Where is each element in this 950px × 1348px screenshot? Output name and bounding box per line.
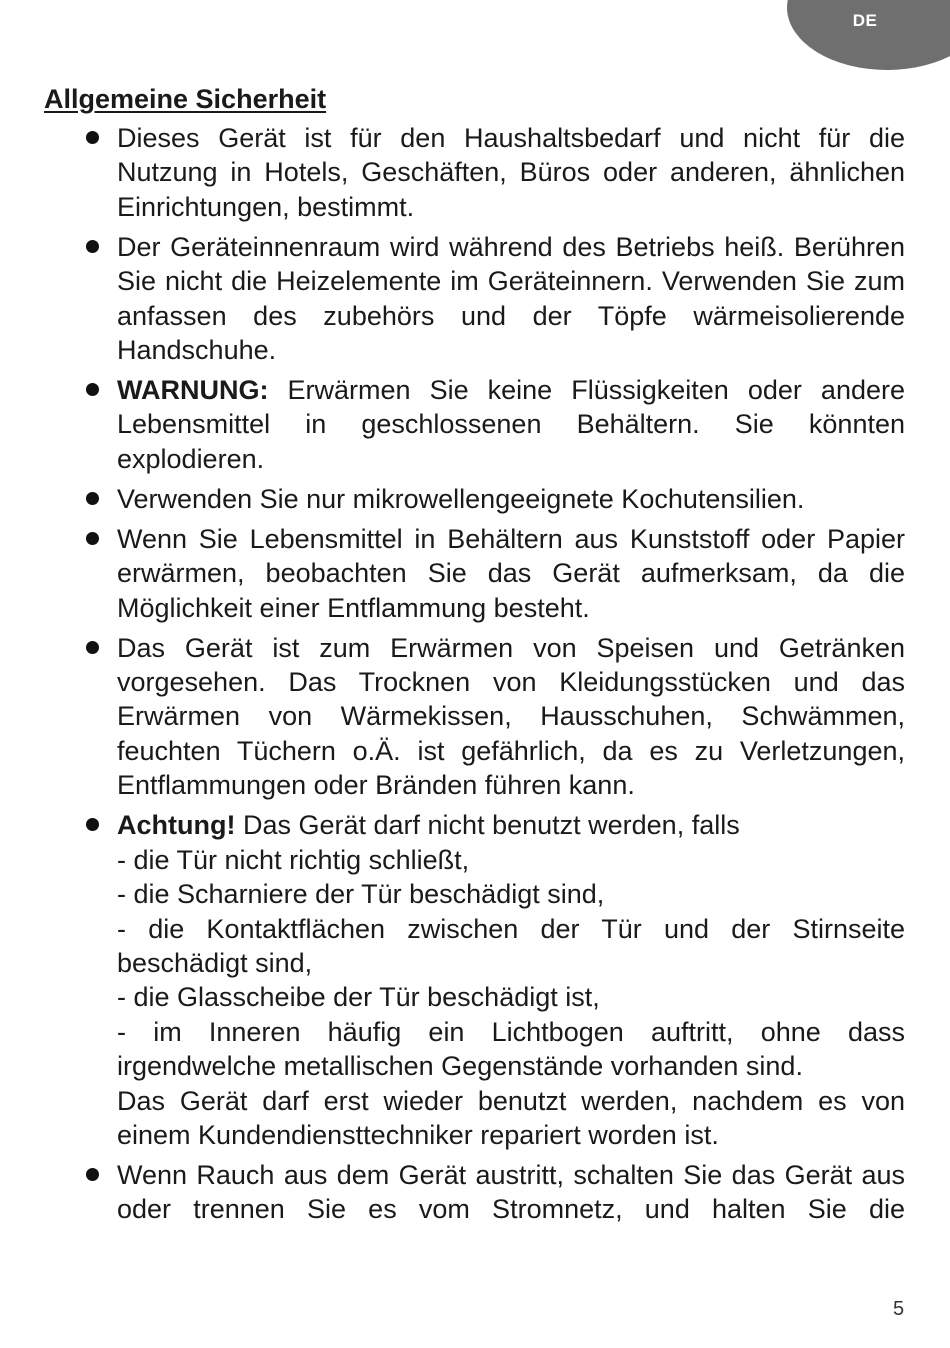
bullet-icon <box>86 240 99 253</box>
section-title: Allgemeine Sicherheit <box>44 84 327 114</box>
bullet-icon <box>86 532 99 545</box>
list-item-text: Wenn Rauch aus dem Gerät austritt, schalten Sie das Gerät aus oder trennen Sie es vom Stromnetz, und halten Sie die <box>117 1159 905 1225</box>
list-item-text: Verwenden Sie nur mikrowellengeeignete Kochutensilien. <box>117 483 805 514</box>
list-item-text: Das Gerät ist zum Erwärmen von Speisen und Getränken vorgesehen. Das Trocknen von Kleidungsstücken und das Erwärmen von Wärmekissen, Hausschuhen, Schwämmen, feuchten Tüchern o.Ä. ist gefährlich, da es zu Verletzungen, Entflammungen oder Bränden führen kann. <box>117 632 905 801</box>
page-number: 5 <box>893 1298 905 1320</box>
bullet-icon <box>86 1168 99 1181</box>
list-item-text: Der Geräteinnenraum wird während des Betriebs heiß. Berühren Sie nicht die Heizelemente im Geräteinnern. Verwenden Sie zum anfassen des zubehörs und der Töpfe wärmeisolierende Handschuhe. <box>117 231 905 366</box>
list-item-text: Wenn Sie Lebensmittel in Behältern aus Kunststoff oder Papier erwärmen, beobachten Sie das Gerät aufmerksam, da die Möglichkeit einer Entflammung besteht. <box>117 523 905 623</box>
list-item <box>117 230 905 368</box>
list-item <box>117 373 905 476</box>
list-item <box>117 522 905 625</box>
list-item-text: Das Gerät darf nicht benutzt werden, falls <box>235 810 740 841</box>
warning-label: WARNUNG: <box>117 375 269 406</box>
condition-line: - die Tür nicht richtig schließt, <box>117 844 470 875</box>
caution-line <box>117 808 905 842</box>
bullet-icon <box>86 383 99 396</box>
list-item <box>117 482 905 516</box>
bullet-icon <box>86 641 99 654</box>
condition-line: - die Glasscheibe der Tür beschädigt ist, <box>117 982 600 1013</box>
list-item-text: Dieses Gerät ist für den Haushaltsbedarf und nicht für die Nutzung in Hotels, Geschäften, Büros oder anderen, ähnlichen Einrichtungen, bestimmt. <box>117 123 905 222</box>
list-item <box>117 808 905 1152</box>
closing-note: Das Gerät darf erst wieder benutzt werden, nachdem es von einem Kundendiensttechniker repariert worden ist. <box>117 1085 905 1150</box>
list-item-text: Erwärmen Sie keine Flüssigkeiten oder andere Lebensmittel in geschlossenen Behältern. Sie könnten explodieren. <box>117 375 905 474</box>
bullet-icon <box>86 492 99 505</box>
bullet-icon <box>86 818 99 831</box>
caution-label: Achtung! <box>117 810 236 841</box>
safety-instructions-list <box>117 121 905 1232</box>
condition-line: - die Kontaktflächen zwischen der Tür und der Stirnseite beschädigt sind, <box>117 913 905 978</box>
condition-line: - im Inneren häufig ein Lichtbogen auftritt, ohne dass irgendwelche metallischen Gegenstände vorhanden sind. <box>117 1016 905 1082</box>
list-item <box>117 1158 905 1227</box>
list-item <box>117 631 905 803</box>
list-item <box>117 121 905 224</box>
language-badge-label: DE <box>852 11 878 30</box>
bullet-icon <box>86 131 99 144</box>
condition-line: - die Scharniere der Tür beschädigt sind, <box>117 879 605 910</box>
